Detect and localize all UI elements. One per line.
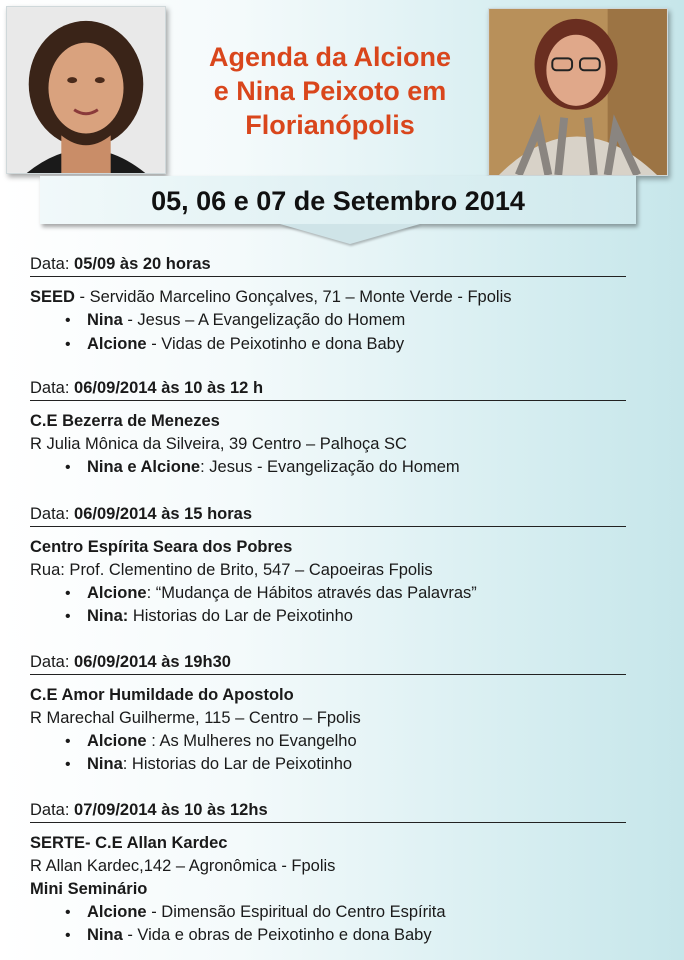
- date-label: Data:: [30, 379, 75, 397]
- list-item: [63, 582, 626, 606]
- speaker-name: Nina: [87, 311, 123, 329]
- speaker-name: Alcione: [87, 902, 147, 921]
- portrait-image: [7, 7, 165, 173]
- dates-banner-text: 05, 06 e 07 de Setembro 2014: [151, 186, 525, 216]
- banner-arrow: [280, 224, 420, 244]
- talk-title: : Historias do Lar de Peixotinho: [122, 755, 353, 773]
- talk-title: : “Mudança de Hábitos através das Palavras”: [146, 583, 477, 602]
- talk-title: : Jesus - Evangelização do Homem: [200, 458, 460, 476]
- date-line: [30, 651, 626, 675]
- date-value: 07/09/2014 às 10 às 12hs: [74, 800, 268, 819]
- date-line: [30, 503, 626, 527]
- speaker-name: Nina: [87, 755, 123, 773]
- talk-title: - Vidas de Peixotinho e dona Baby: [146, 334, 405, 353]
- date-value: 06/09/2014 às 19h30: [74, 652, 231, 671]
- title-line-2: e Nina Peixoto em: [213, 76, 447, 106]
- date-value: 06/09/2014 às 15 horas: [74, 504, 253, 523]
- agenda-section: [30, 253, 626, 356]
- place-address: Rua: Prof. Clementino de Brito, 547 – Capoeiras Fpolis: [30, 560, 433, 579]
- place-line: [30, 286, 626, 309]
- agenda-section: [30, 799, 626, 948]
- title-line-1: Agenda da Alcione: [208, 42, 452, 72]
- speaker-list: [63, 730, 626, 777]
- list-item: [63, 730, 626, 754]
- list-item: [63, 456, 626, 480]
- photo-alcione: [6, 6, 166, 174]
- date-value: 06/09/2014 às 10 às 12 h: [74, 379, 264, 397]
- speaker-list: [63, 582, 626, 629]
- speaker-list: [63, 309, 626, 356]
- place-name: Centro Espírita Seara dos Pobres: [30, 537, 293, 556]
- title-line-3: Florianópolis: [245, 110, 415, 140]
- place-name: SERTE- C.E Allan Kardec: [30, 833, 228, 852]
- speaker-name: Alcione: [87, 334, 147, 353]
- talk-title: - Vida e obras de Peixotinho e dona Baby: [122, 926, 432, 944]
- portrait-image: [489, 9, 667, 175]
- event-subtitle: Mini Seminário: [30, 879, 148, 898]
- date-label: Data:: [30, 652, 75, 671]
- place-address: - Servidão Marcelino Gonçalves, 71 – Monte Verde - Fpolis: [74, 288, 512, 306]
- place-name: C.E Bezerra de Menezes: [30, 412, 220, 430]
- date-line: [30, 377, 626, 401]
- page-title: [180, 40, 480, 142]
- speaker-name: Nina: [87, 926, 123, 944]
- talk-title: Historias do Lar de Peixotinho: [128, 607, 353, 625]
- agenda-section: [30, 503, 626, 629]
- list-item: [63, 309, 626, 333]
- speaker-name: Alcione: [87, 583, 147, 602]
- date-line: [30, 253, 626, 277]
- place-name: C.E Amor Humildade do Apostolo: [30, 685, 294, 704]
- date-line: [30, 799, 626, 823]
- agenda-section: [30, 651, 626, 777]
- talk-title: - Jesus – A Evangelização do Homem: [122, 311, 406, 329]
- talk-title: : As Mulheres no Evangelho: [146, 731, 357, 750]
- speaker-list: [63, 456, 626, 480]
- date-value: 05/09 às 20 horas: [74, 255, 211, 273]
- list-item: [63, 924, 626, 948]
- date-label: Data:: [30, 800, 75, 819]
- list-item: [63, 901, 626, 925]
- place-address: R Julia Mônica da Silveira, 39 Centro – Palhoça SC: [30, 435, 407, 453]
- speaker-name: Nina e Alcione: [87, 458, 201, 476]
- list-item: [63, 605, 626, 629]
- photo-nina: [488, 8, 668, 176]
- speaker-name: Nina:: [87, 607, 129, 625]
- place-name: SEED: [30, 288, 75, 306]
- speaker-list: [63, 901, 626, 948]
- agenda-list: [30, 253, 626, 948]
- place-address: R Allan Kardec,142 – Agronômica - Fpolis: [30, 856, 336, 875]
- date-label: Data:: [30, 255, 75, 273]
- agenda-section: [30, 377, 626, 480]
- list-item: [63, 753, 626, 777]
- place-address: R Marechal Guilherme, 115 – Centro – Fpolis: [30, 708, 361, 727]
- date-label: Data:: [30, 504, 75, 523]
- talk-title: - Dimensão Espiritual do Centro Espírita: [146, 902, 446, 921]
- speaker-name: Alcione: [87, 731, 147, 750]
- list-item: [63, 333, 626, 357]
